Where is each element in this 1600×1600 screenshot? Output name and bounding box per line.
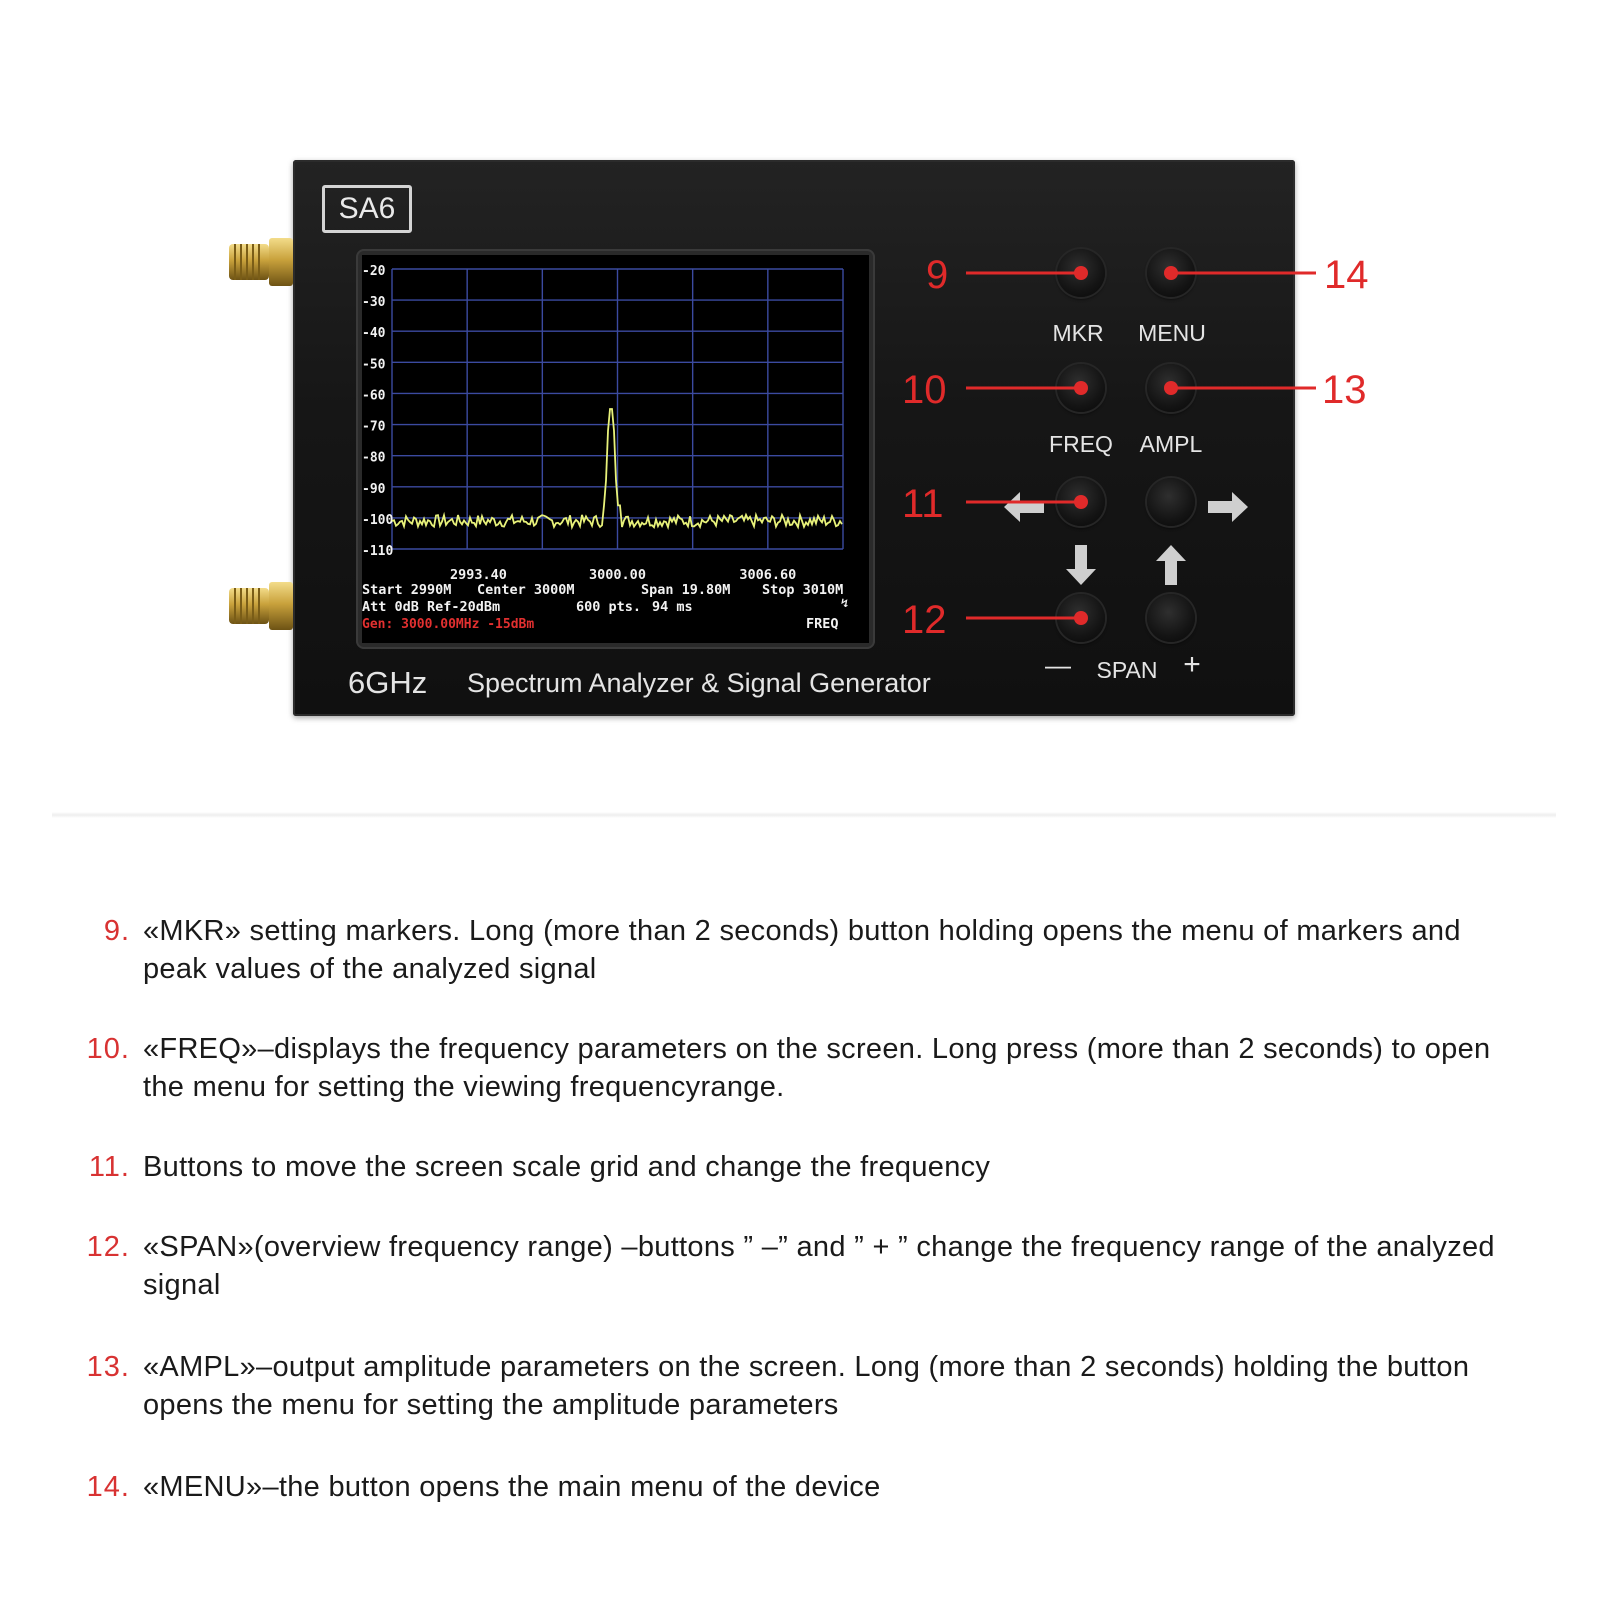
x-tick-label: 3000.00 bbox=[589, 567, 646, 583]
description-number-14: 14. bbox=[86, 1471, 130, 1503]
frequency-label: 6GHz bbox=[348, 665, 428, 700]
generator-status: Gen: 3000.00MHz -15dBm bbox=[362, 617, 535, 632]
description-text-14: «MENU»–the button opens the main menu of the device bbox=[143, 1471, 881, 1503]
description-text-12: «SPAN»(overview frequency range) –buttons ” –” and ” + ” change the frequency range of the analyzed signal bbox=[143, 1231, 1495, 1301]
y-tick-label: -90 bbox=[362, 481, 386, 497]
description-text-9: «MKR» setting markers. Long (more than 2 seconds) button holding opens the menu of markers and peak values of the analyzed signal bbox=[143, 915, 1461, 985]
span-value: Span 19.80M bbox=[641, 582, 731, 598]
mode-indicator: FREQ bbox=[806, 616, 839, 632]
y-tick-label: -50 bbox=[362, 357, 386, 373]
span-plus-label: + bbox=[1183, 648, 1201, 681]
section-divider bbox=[52, 812, 1556, 818]
x-tick-label: 3006.60 bbox=[739, 567, 797, 583]
model-badge: SA6 bbox=[322, 185, 412, 233]
y-tick-label: -70 bbox=[362, 419, 386, 435]
y-tick-label: -30 bbox=[362, 295, 386, 311]
callout-dot-10 bbox=[1074, 381, 1088, 395]
flash-icon: ↯ bbox=[841, 596, 849, 610]
freq-label: FREQ bbox=[1049, 431, 1113, 457]
attenuation-reference: Att 0dB Ref-20dBm bbox=[362, 599, 501, 615]
callout-number-13: 13 bbox=[1322, 368, 1367, 412]
description-number-11: 11. bbox=[88, 1151, 130, 1183]
description-text-10: «FREQ»–displays the frequency parameters on the screen. Long press (more than 2 seconds) to open the menu for setting the viewing frequencyrange. bbox=[143, 1033, 1491, 1103]
device-subtitle: Spectrum Analyzer & Signal Generator bbox=[467, 668, 931, 698]
stop-frequency: Stop 3010M bbox=[762, 582, 844, 598]
callout-dot-9 bbox=[1074, 266, 1088, 280]
description-number-13: 13. bbox=[86, 1351, 130, 1383]
callout-dot-12 bbox=[1074, 611, 1088, 625]
sweep-points: 600 pts. bbox=[576, 599, 642, 615]
description-number-10: 10. bbox=[86, 1033, 130, 1065]
center-frequency: Center 3000M bbox=[477, 582, 575, 598]
description-text-11: Buttons to move the screen scale grid and change the frequency bbox=[143, 1151, 991, 1183]
callout-number-11: 11 bbox=[902, 482, 944, 526]
callout-dot-14 bbox=[1164, 266, 1178, 280]
callout-dot-13 bbox=[1164, 381, 1178, 395]
y-tick-label: -40 bbox=[362, 326, 386, 342]
span-minus-label: — bbox=[1045, 650, 1071, 680]
y-tick-label: -110 bbox=[362, 544, 394, 559]
callout-number-12: 12 bbox=[902, 598, 947, 642]
ampl-label: AMPL bbox=[1139, 431, 1203, 457]
y-tick-label: -60 bbox=[362, 388, 386, 404]
start-frequency: Start 2990M bbox=[362, 582, 452, 598]
callout-number-9: 9 bbox=[926, 253, 949, 297]
menu-label: MENU bbox=[1138, 320, 1206, 346]
description-number-12: 12. bbox=[86, 1231, 130, 1263]
callout-number-10: 10 bbox=[902, 368, 947, 412]
y-tick-label: -80 bbox=[362, 450, 386, 466]
callout-dot-11 bbox=[1074, 495, 1088, 509]
x-tick-label: 2993.40 bbox=[449, 567, 507, 583]
y-tick-label: -20 bbox=[362, 264, 386, 279]
callout-number-14: 14 bbox=[1324, 253, 1369, 297]
y-tick-label: -100 bbox=[362, 512, 394, 528]
description-number-9: 9. bbox=[103, 915, 130, 947]
description-text-13: «AMPL»–output amplitude parameters on the screen. Long (more than 2 seconds) holding the button opens the menu for setting the amplitude parameters bbox=[143, 1351, 1470, 1421]
mkr-label: MKR bbox=[1052, 320, 1104, 346]
span-label: SPAN bbox=[1096, 657, 1158, 683]
sweep-time: 94 ms bbox=[652, 599, 693, 615]
